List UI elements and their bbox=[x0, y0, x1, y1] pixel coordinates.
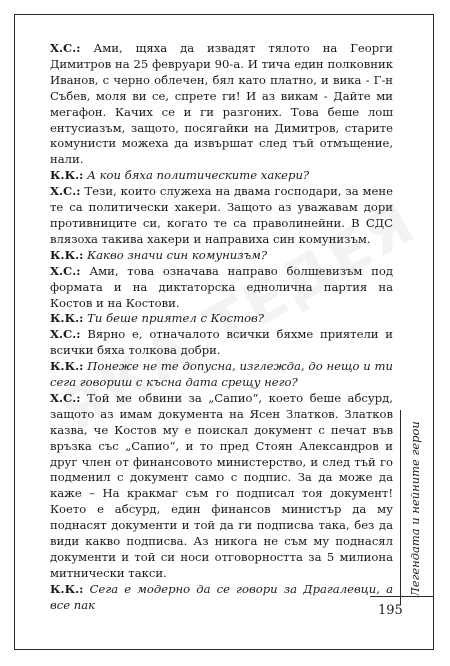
speaker-label: К.К.: bbox=[50, 247, 84, 262]
speaker-label: Х.С.: bbox=[50, 184, 81, 199]
interview-text bbox=[50, 41, 393, 614]
paragraph-text: Тези, които служеха на двама господари, за мене те са политически хакери. Защото аз уважавам дори противниците си, когато те са праволинейни. В СДС влязоха такива хакери и направиха син комунизъм. bbox=[50, 184, 393, 246]
paragraph-text: Сега е модерно да се говори за Драгалевци, а все пак bbox=[50, 581, 393, 612]
paragraph bbox=[50, 311, 393, 327]
paragraph-text: Какво значи син комунизъм? bbox=[87, 247, 268, 262]
paragraph bbox=[50, 327, 393, 359]
speaker-label: Х.С.: bbox=[50, 41, 81, 55]
paragraph-text: Ти беше приятел с Костов? bbox=[87, 311, 265, 326]
speaker-label: К.К.: bbox=[50, 359, 84, 374]
paragraph bbox=[50, 582, 393, 614]
paragraph bbox=[50, 264, 393, 312]
paragraph-text: Той ме обвини за „Сапио“, което беше абсурд, защото аз имам документа на Ясен Златков. Златков казва, че Костов му е поискал документ с печат във връзка със „Сапио“, и то пред Стоян Александров и друг член от финансовото министерство, и след тъй го подменил с документ само с подпис. За да може да каже – На кракмаг съм го подписал тоя документ! Което е абсурд, един финансов министър да му поднасят документи и той да ги подписва така, без да види какво подписва. Аз никога не съм му поднасял документи и той си носи отговорността за 5 милиона митнически такси. bbox=[50, 390, 393, 580]
paragraph bbox=[50, 391, 393, 582]
paragraph bbox=[50, 184, 393, 248]
speaker-label: Х.С.: bbox=[50, 263, 81, 278]
speaker-label: К.К.: bbox=[50, 168, 84, 183]
speaker-label: Х.С.: bbox=[50, 327, 81, 342]
paragraph bbox=[50, 248, 393, 264]
paragraph-text: Понеже не те допусна, изглежда, до нещо и ти сега говориш с късна дата срещу него? bbox=[50, 359, 393, 390]
page-number-rule bbox=[370, 596, 434, 597]
speaker-label: Х.С.: bbox=[50, 390, 81, 405]
running-title: Легендата и нейните герои bbox=[408, 421, 422, 597]
speaker-label: К.К.: bbox=[50, 581, 84, 596]
paragraph bbox=[50, 168, 393, 184]
paragraph-text: Ами, щяха да извадят тялото на Георги Димитров на 25 февруари 90-а. И тича един полковник Иванов, с черно облечен, бял като платно, и вика - Г-н Събев, моля ви се, спрете ги! И аз викам - Дайте ми мегафон. Качих се и ги разгоних. Това беше лош ентусиазъм, защото, посягайки на Димитров, старите комунисти можеха да извършат след тъй отмъщение, нали. bbox=[50, 41, 393, 167]
speaker-label: К.К.: bbox=[50, 311, 84, 326]
running-title-sidebar bbox=[400, 410, 429, 605]
page-number: 195 bbox=[378, 603, 403, 618]
paragraph-text: Вярно е, отначалото всички бяхме приятели и всички бяха толкова добри. bbox=[50, 327, 394, 358]
paragraph bbox=[50, 41, 393, 168]
paragraph-text: Ами, това означава направо болшевизъм под формата и на диктаторска едноличнa партия на Костов и на Костови. bbox=[50, 263, 394, 310]
paragraph-text: А кои бяха политическите хакери? bbox=[87, 168, 310, 183]
paragraph bbox=[50, 359, 393, 391]
